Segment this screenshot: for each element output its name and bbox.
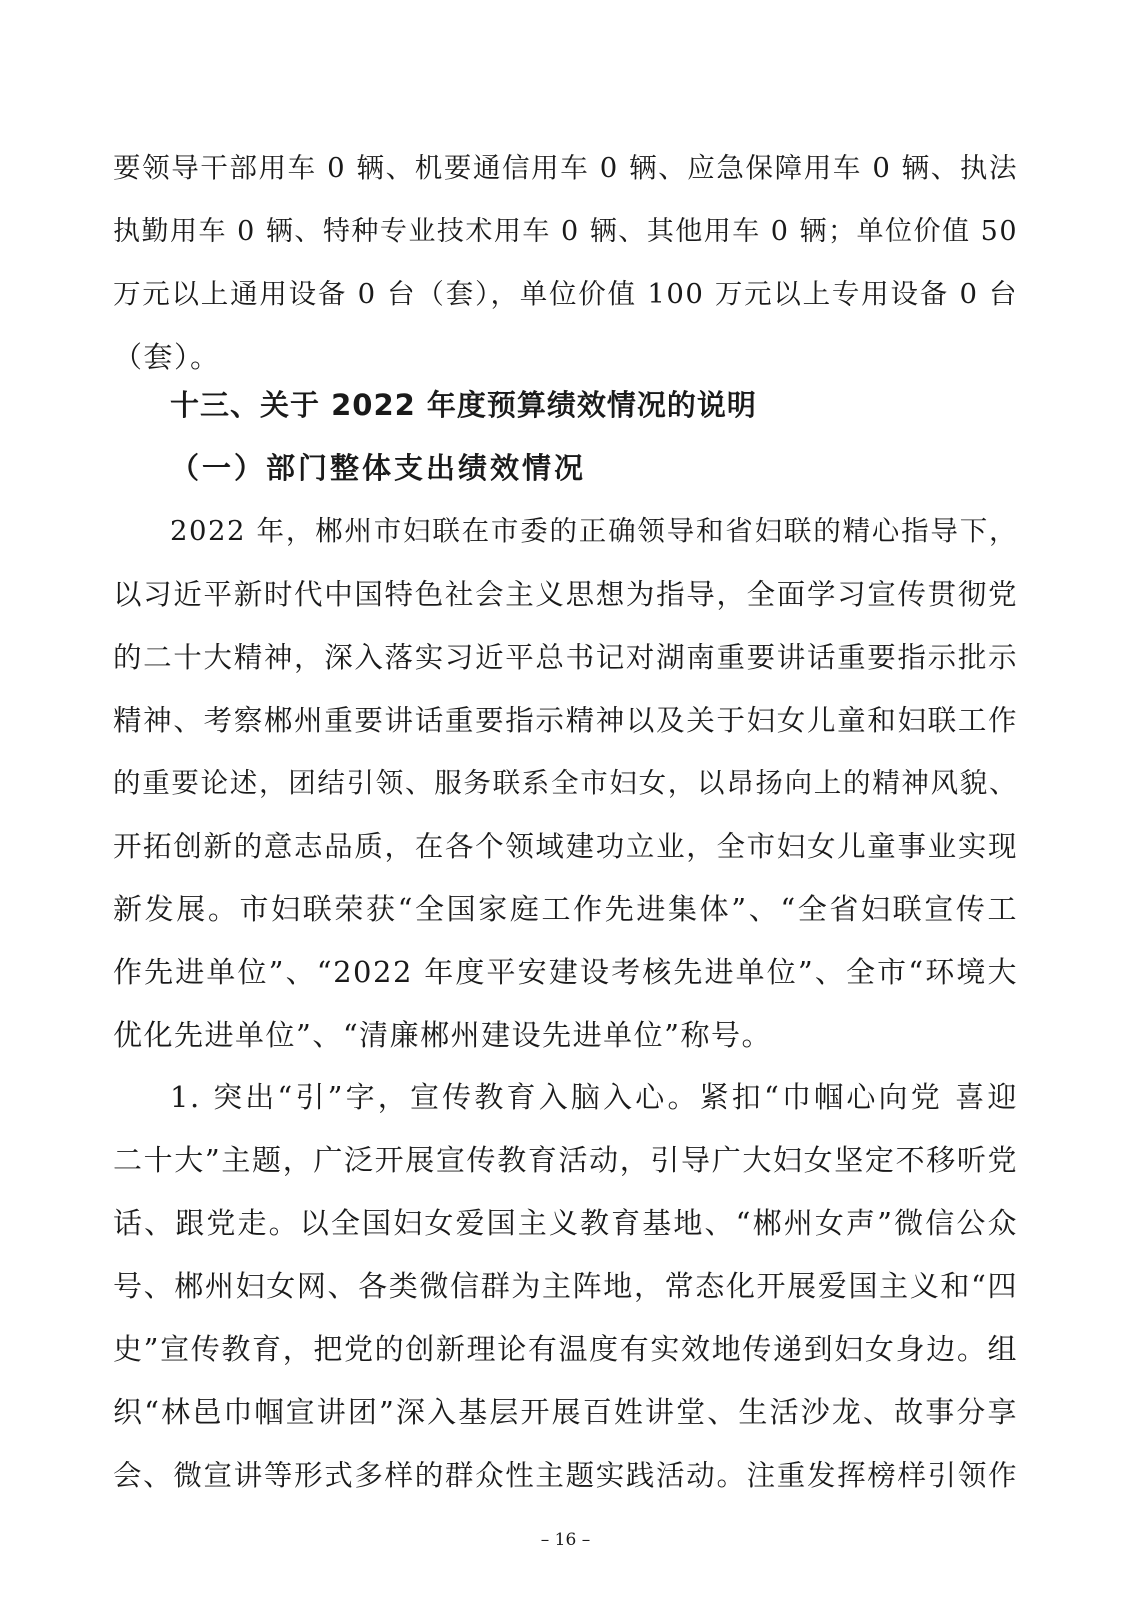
paragraph-overview	[113, 500, 1018, 1067]
section-heading: 十三、关于 2022 年度预算绩效情况的说明	[170, 388, 757, 422]
text-line: 号、郴州妇女网、各类微信群为主阵地，常态化开展爱国主义和“四	[113, 1269, 1018, 1303]
paragraph-continued	[113, 137, 1018, 389]
page-number: – 16 –	[540, 1530, 591, 1550]
text-line: （套）。	[113, 340, 221, 374]
text-line: 要领导干部用车 0 辆、机要通信用车 0 辆、应急保障用车 0 辆、执法	[113, 152, 1018, 184]
text-line: 二十大”主题，广泛开展宣传教育活动，引导广大妇女坚定不移听党	[113, 1143, 1018, 1177]
text-line: 的重要论述，团结引领、服务联系全市妇女，以昂扬向上的精神风貌、	[113, 767, 1018, 799]
text-line: 以习近平新时代中国特色社会主义思想为指导，全面学习宣传贯彻党	[113, 578, 1018, 611]
text-line: 2022 年，郴州市妇联在市委的正确领导和省妇联的精心指导下，	[170, 515, 1018, 547]
text-line: 万元以上通用设备 0 台（套），单位价值 100 万元以上专用设备 0 台	[113, 278, 1018, 310]
text-line: 执勤用车 0 辆、特种专业技术用车 0 辆、其他用车 0 辆；单位价值 50	[113, 216, 1018, 247]
text-line: 话、跟党走。以全国妇女爱国主义教育基地、“郴州女声”微信公众	[113, 1206, 1018, 1240]
paragraph-item-1	[113, 1066, 1018, 1507]
text-line: 史”宣传教育，把党的创新理论有温度有实效地传递到妇女身边。组	[113, 1332, 1018, 1366]
text-line: 新发展。市妇联荣获“全国家庭工作先进集体”、“全省妇联宣传工	[113, 892, 1018, 926]
text-line: 织“林邑巾帼宣讲团”深入基层开展百姓讲堂、生活沙龙、故事分享	[113, 1395, 1018, 1429]
text-line: 精神、考察郴州重要讲话重要指示精神以及关于妇女儿童和妇联工作	[113, 704, 1018, 737]
subsection-heading: （一）部门整体支出绩效情况	[170, 451, 587, 485]
text-line: 1. 突出“引”字，宣传教育入脑入心。紧扣“巾帼心向党 喜迎	[170, 1080, 1018, 1114]
text-line: 开拓创新的意志品质，在各个领域建功立业，全市妇女儿童事业实现	[113, 830, 1018, 863]
text-line: 会、微宣讲等形式多样的群众性主题实践活动。注重发挥榜样引领作	[113, 1459, 1018, 1492]
text-line: 作先进单位”、“2022 年度平安建设考核先进单位”、全市“环境大	[113, 955, 1018, 989]
text-line: 的二十大精神，深入落实习近平总书记对湖南重要讲话重要指示批示	[113, 641, 1018, 674]
text-line: 优化先进单位”、“清廉郴州建设先进单位”称号。	[113, 1018, 772, 1052]
